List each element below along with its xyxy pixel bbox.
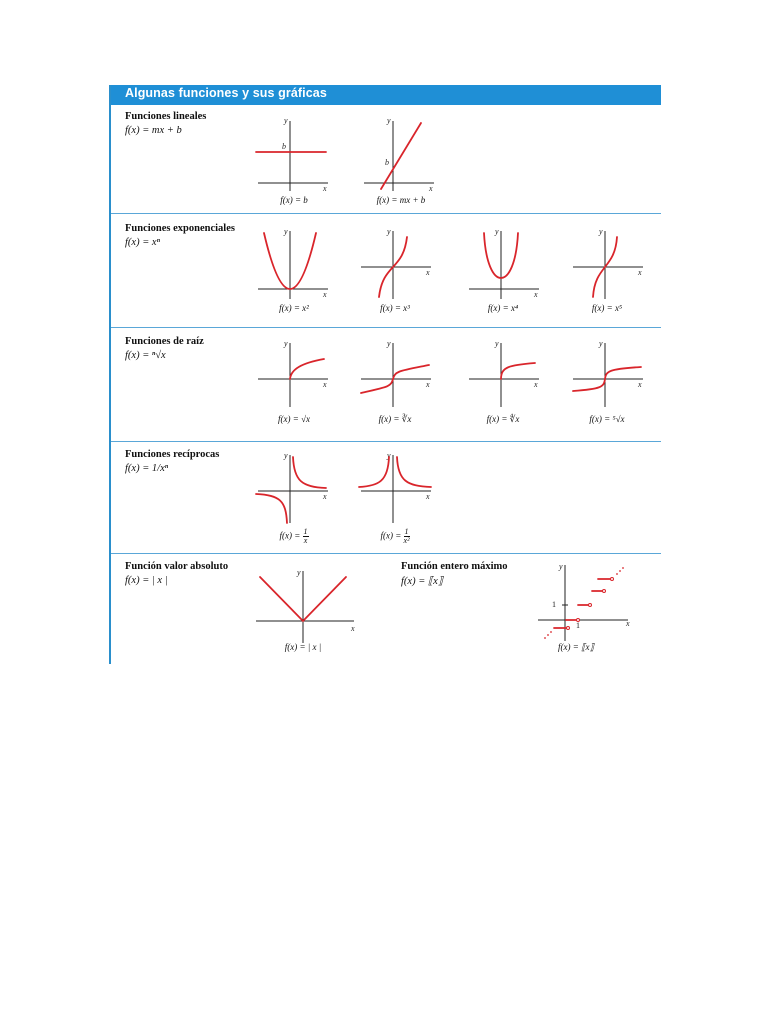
svg-text:x: x	[626, 619, 630, 628]
svg-text:b: b	[385, 158, 389, 167]
graph-5rt	[569, 339, 649, 411]
separator	[111, 327, 661, 328]
graph-constant	[254, 115, 334, 193]
svg-text:x: x	[323, 184, 327, 193]
separator	[111, 441, 661, 442]
svg-text:x: x	[323, 380, 327, 389]
panel-header	[111, 85, 661, 105]
svg-text:y: y	[599, 339, 603, 348]
caption-x4: f(x) = x⁴	[487, 303, 519, 313]
root-title: Funciones de raíz	[125, 336, 204, 347]
svg-text:y: y	[284, 227, 288, 236]
svg-text:x: x	[323, 492, 327, 501]
linear-title: Funciones lineales	[125, 111, 207, 122]
svg-text:b: b	[282, 142, 286, 151]
svg-text:y: y	[284, 116, 288, 125]
svg-text:1: 1	[552, 600, 556, 609]
reciprocal-title: Funciones recíprocas	[125, 449, 220, 460]
functions-panel	[109, 85, 661, 664]
graph-floor	[536, 563, 636, 645]
caption-4rt: f(x) = ∜x	[486, 414, 520, 424]
reciprocal-formula: f(x) = 1/xⁿ	[125, 463, 169, 474]
svg-text:y: y	[284, 451, 288, 460]
floor-title: Función entero máximo	[401, 561, 508, 572]
svg-text:y: y	[559, 562, 563, 571]
graph-sqrt	[254, 339, 334, 411]
graph-linear	[360, 115, 440, 193]
svg-text:y: y	[387, 116, 391, 125]
svg-text:y: y	[387, 227, 391, 236]
svg-text:y: y	[495, 227, 499, 236]
svg-text:x: x	[323, 290, 327, 299]
caption-constant: f(x) = b	[280, 195, 308, 205]
separator	[111, 213, 661, 214]
caption-floor: f(x) = ⟦x⟧	[558, 642, 594, 652]
svg-text:y: y	[387, 451, 391, 460]
caption-x3: f(x) = x³	[380, 303, 410, 313]
caption-sqrt: f(x) = √x	[278, 414, 310, 424]
svg-text:x: x	[429, 184, 433, 193]
linear-formula: f(x) = mx + b	[125, 125, 182, 136]
caption-linear: f(x) = mx + b	[376, 195, 426, 205]
graph-4rt	[465, 339, 545, 411]
caption-1-over-x2: f(x) = $\frac{1}{\text{x²}}$	[380, 527, 410, 545]
svg-text:x: x	[534, 380, 538, 389]
graph-x2	[254, 227, 334, 303]
power-formula: f(x) = xⁿ	[125, 237, 160, 248]
graph-x4	[465, 227, 545, 303]
caption-x5: f(x) = x⁵	[591, 303, 623, 313]
absolute-formula: f(x) = | x |	[125, 575, 168, 586]
power-title: Funciones exponenciales	[125, 223, 235, 234]
graph-absolute	[254, 565, 366, 647]
svg-text:x: x	[426, 380, 430, 389]
caption-5rt: f(x) = ⁵√x	[589, 414, 625, 424]
svg-text:y: y	[297, 568, 301, 577]
absolute-title: Función valor absoluto	[125, 561, 229, 572]
svg-text:y: y	[495, 339, 499, 348]
svg-text:x: x	[638, 380, 642, 389]
svg-text:y: y	[284, 339, 288, 348]
caption-cbrt: f(x) = ∛x	[378, 414, 412, 424]
graph-cbrt	[357, 339, 437, 411]
separator	[111, 553, 661, 554]
panel-title: Algunas funciones y sus gráficas	[125, 86, 327, 100]
caption-1-over-x: f(x) = $\frac{1}{x}$	[279, 527, 308, 545]
floor-formula: f(x) = ⟦x⟧	[401, 576, 443, 587]
graph-x3	[357, 227, 437, 303]
svg-text:x: x	[426, 268, 430, 277]
caption-x2: f(x) = x²	[279, 303, 309, 313]
svg-text:x: x	[534, 290, 538, 299]
svg-text:1: 1	[576, 621, 580, 630]
root-formula: f(x) = ⁿ√x	[125, 350, 166, 361]
graph-1-over-x	[254, 451, 334, 525]
svg-text:x: x	[638, 268, 642, 277]
graph-1-over-x2	[357, 451, 437, 525]
graph-x5	[569, 227, 649, 303]
svg-text:y: y	[599, 227, 603, 236]
svg-text:x: x	[351, 624, 355, 633]
svg-text:x: x	[426, 492, 430, 501]
caption-absolute: f(x) = | x |	[284, 642, 322, 652]
svg-text:y: y	[387, 339, 391, 348]
